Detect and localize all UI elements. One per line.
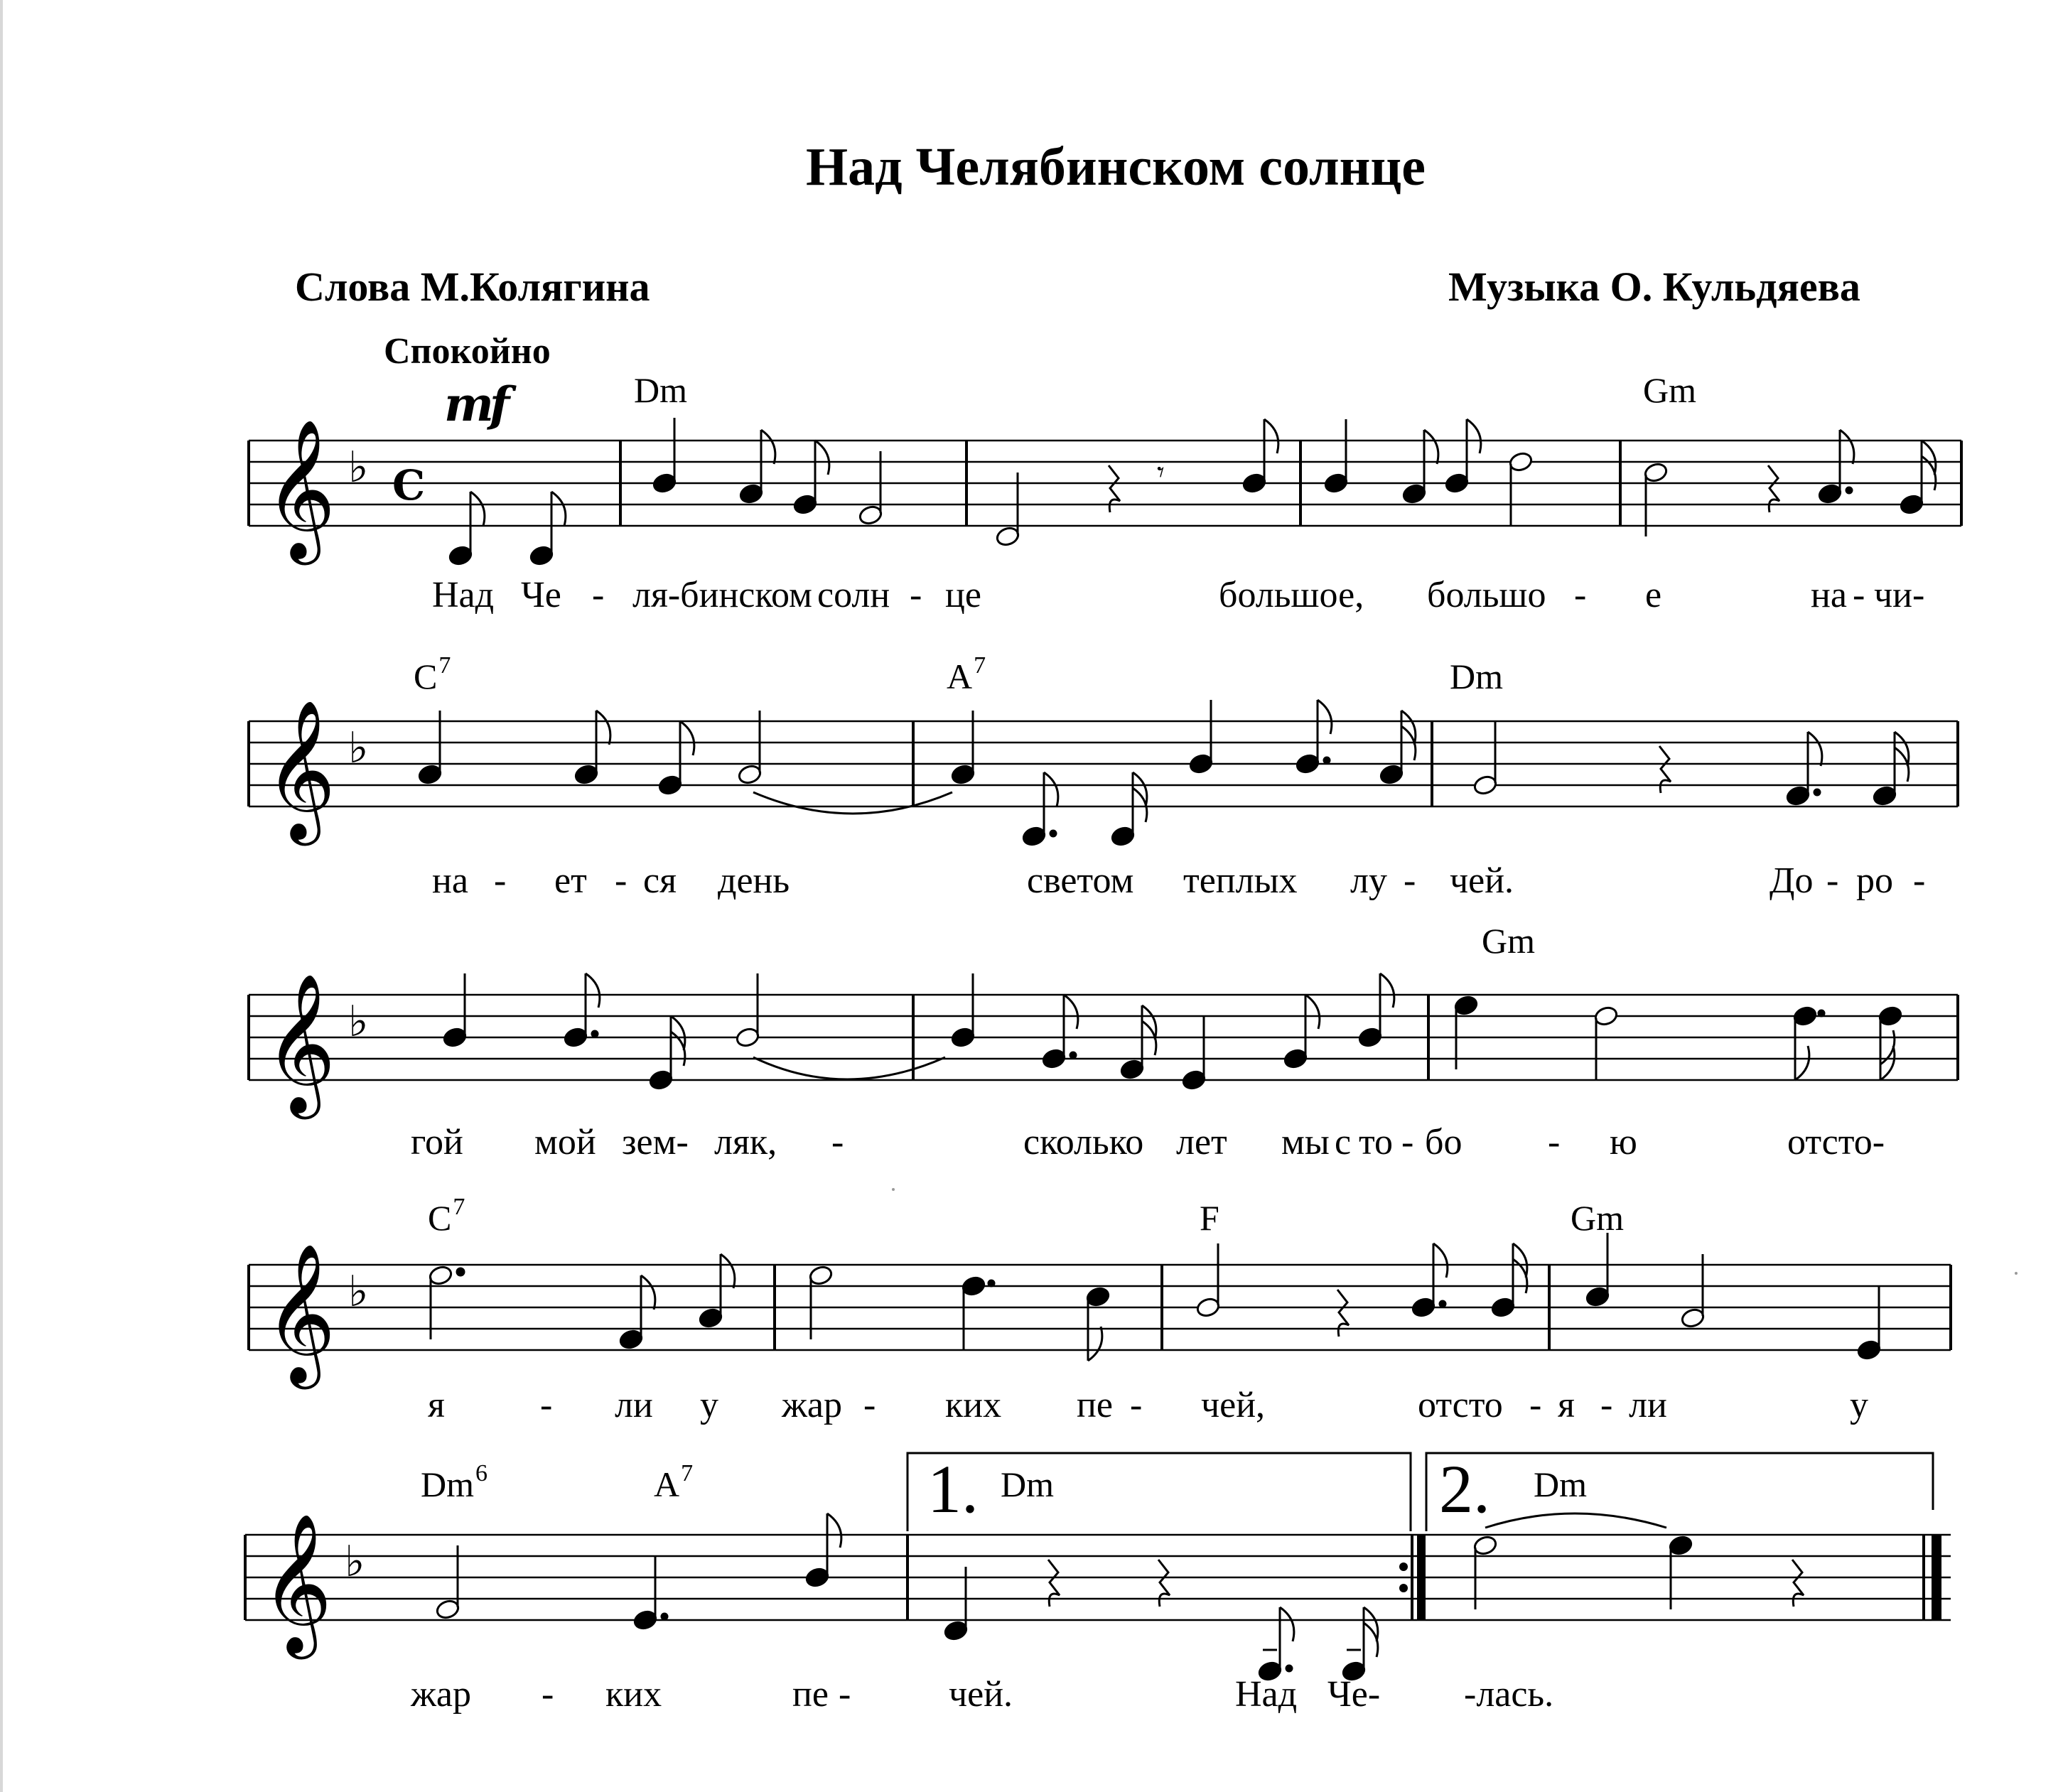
lyric-syllable: ких (605, 1674, 662, 1715)
lyric-syllable: жар (411, 1674, 472, 1715)
chord-symbol: Dm$^6$ (421, 1460, 488, 1504)
lyric-syllable: ких (945, 1385, 1002, 1425)
lyric-syllable: ро (1856, 860, 1893, 901)
lyric-syllable: - (1600, 1385, 1613, 1425)
lyric-syllable: це (945, 575, 981, 615)
lyric-syllable: чей. (949, 1674, 1013, 1715)
lyric-syllable: зем- (622, 1122, 689, 1162)
lyric-syllable: - (592, 575, 605, 615)
lyric-syllable: день (718, 860, 790, 901)
lyric-syllable: отсто (1418, 1385, 1503, 1425)
chord-symbol: Gm (1571, 1198, 1624, 1238)
lyric-syllable: ляк, (714, 1122, 777, 1162)
treble-clef-icon: 𝄞 (261, 1513, 333, 1653)
lyric-syllable: ли (1629, 1385, 1667, 1425)
lyric-syllable: с (1335, 1122, 1352, 1162)
chord-symbol: Dm (1534, 1464, 1587, 1504)
lyric-syllable: то (1359, 1122, 1394, 1162)
lyric-syllable: на (1811, 575, 1847, 615)
flat-icon: ♭ (348, 1267, 369, 1317)
lyric-syllable: ю (1610, 1122, 1637, 1162)
lyric-syllable: светом (1027, 860, 1134, 901)
lyric-syllable: - (1401, 1122, 1414, 1162)
lyric-syllable: - (839, 1674, 851, 1715)
flat-icon: ♭ (345, 1537, 365, 1587)
lyric-syllable: - (1913, 860, 1926, 901)
lyric-syllable: лет (1176, 1122, 1227, 1162)
lyric-syllable: - (1529, 1385, 1542, 1425)
first-ending-number: 1. (927, 1451, 979, 1527)
treble-clef-icon: 𝄞 (264, 699, 336, 840)
staff-system-5 (0, 1492, 2063, 1705)
chord-symbol: F (1200, 1198, 1219, 1238)
lyric-syllable: пе (792, 1674, 829, 1715)
second-ending-number: 2. (1439, 1451, 1490, 1527)
flat-icon: ♭ (348, 997, 369, 1047)
lyric-syllable: мы (1281, 1122, 1330, 1162)
lyric-syllable: - (910, 575, 922, 615)
lyric-syllable: у (700, 1385, 718, 1425)
staff-system-4 (0, 1222, 2063, 1435)
lyric-syllable: я (428, 1385, 445, 1425)
music-credit: Музыка О. Кульдяева (1448, 264, 1860, 310)
lyric-syllable: - (1130, 1385, 1143, 1425)
chord-symbol: Dm (634, 370, 687, 410)
lyric-syllable: лу (1350, 860, 1387, 901)
lyric-syllable: солн (817, 575, 890, 615)
lyric-syllable: - (542, 1674, 554, 1715)
dynamic-marking: mf (444, 377, 506, 432)
chord-symbol: $C^7$ (428, 1194, 465, 1238)
lyric-syllable: е (1645, 575, 1662, 615)
lyric-syllable: гой (411, 1122, 463, 1162)
scan-speck (892, 1188, 895, 1191)
chord-symbol: $C^7$ (414, 652, 451, 696)
lyric-syllable: жар (782, 1385, 843, 1425)
lyric-syllable: - (1404, 860, 1416, 901)
lyric-syllable: - (831, 1122, 844, 1162)
lyric-syllable: Над (1235, 1674, 1298, 1715)
chord-symbol: Dm (1001, 1464, 1054, 1504)
song-title: Над Челябинском солнце (806, 137, 1426, 197)
lyric-syllable: ся (643, 860, 677, 901)
treble-clef-icon: 𝄞 (264, 419, 336, 559)
lyric-syllable: - (1826, 860, 1839, 901)
lyric-syllable: ет (554, 860, 587, 901)
lyric-syllable: чей, (1201, 1385, 1266, 1425)
lyric-syllable: на (432, 860, 468, 901)
lyric-syllable: чей. (1450, 860, 1514, 901)
scan-speck (2015, 1272, 2018, 1275)
lyric-syllable: я (1558, 1385, 1575, 1425)
lyric-syllable: - (1574, 575, 1587, 615)
second-ending-bracket (1426, 1453, 1933, 1531)
lyrics-credit: Слова М.Колягина (295, 264, 650, 310)
repeat-barline (1417, 1535, 1426, 1620)
lyric-syllable: До (1770, 860, 1814, 901)
tempo-marking: Спокойно (384, 331, 551, 372)
chord-symbol: Gm (1482, 921, 1535, 961)
first-ending-bracket (907, 1453, 1411, 1531)
lyric-syllable: - (540, 1385, 553, 1425)
time-signature: C (392, 461, 426, 509)
lyric-syllable: -лась. (1464, 1674, 1554, 1715)
flat-icon: ♭ (348, 723, 369, 773)
treble-clef-icon: 𝄞 (264, 973, 336, 1113)
lyric-syllable: пе (1077, 1385, 1113, 1425)
lyric-syllable: бо (1425, 1122, 1463, 1162)
lyric-syllable: большое, (1219, 575, 1364, 615)
lyric-syllable: теплых (1183, 860, 1298, 901)
lyric-syllable: отсто- (1787, 1122, 1885, 1162)
lyric-syllable: ли (615, 1385, 653, 1425)
lyric-syllable: - (863, 1385, 876, 1425)
svg-text:𝄾: 𝄾 (1157, 456, 1165, 488)
lyric-syllable: у (1850, 1385, 1868, 1425)
lyric-syllable: - (1548, 1122, 1561, 1162)
treble-clef-icon: 𝄞 (264, 1243, 336, 1383)
lyric-syllable: Над (432, 575, 495, 615)
lyric-syllable: - (494, 860, 507, 901)
lyric-syllable: мой (534, 1122, 596, 1162)
flat-icon: ♭ (348, 443, 369, 492)
lyric-syllable: большо (1427, 575, 1546, 615)
lyric-syllable: - (1853, 575, 1865, 615)
lyric-syllable: ля-бинском (632, 575, 812, 615)
chord-symbol: $A^7$ (947, 652, 986, 696)
lyric-syllable: чи- (1874, 575, 1925, 615)
lyric-syllable: Че (521, 575, 561, 615)
lyric-syllable: Че- (1327, 1674, 1381, 1715)
chord-symbol: Gm (1643, 370, 1696, 410)
staff-system-1 (0, 398, 2063, 611)
lyric-syllable: - (615, 860, 627, 901)
lyric-syllable: сколько (1023, 1122, 1144, 1162)
chord-symbol: $A^7$ (654, 1460, 694, 1504)
chord-symbol: Dm (1450, 657, 1503, 696)
final-barline (1932, 1535, 1941, 1620)
